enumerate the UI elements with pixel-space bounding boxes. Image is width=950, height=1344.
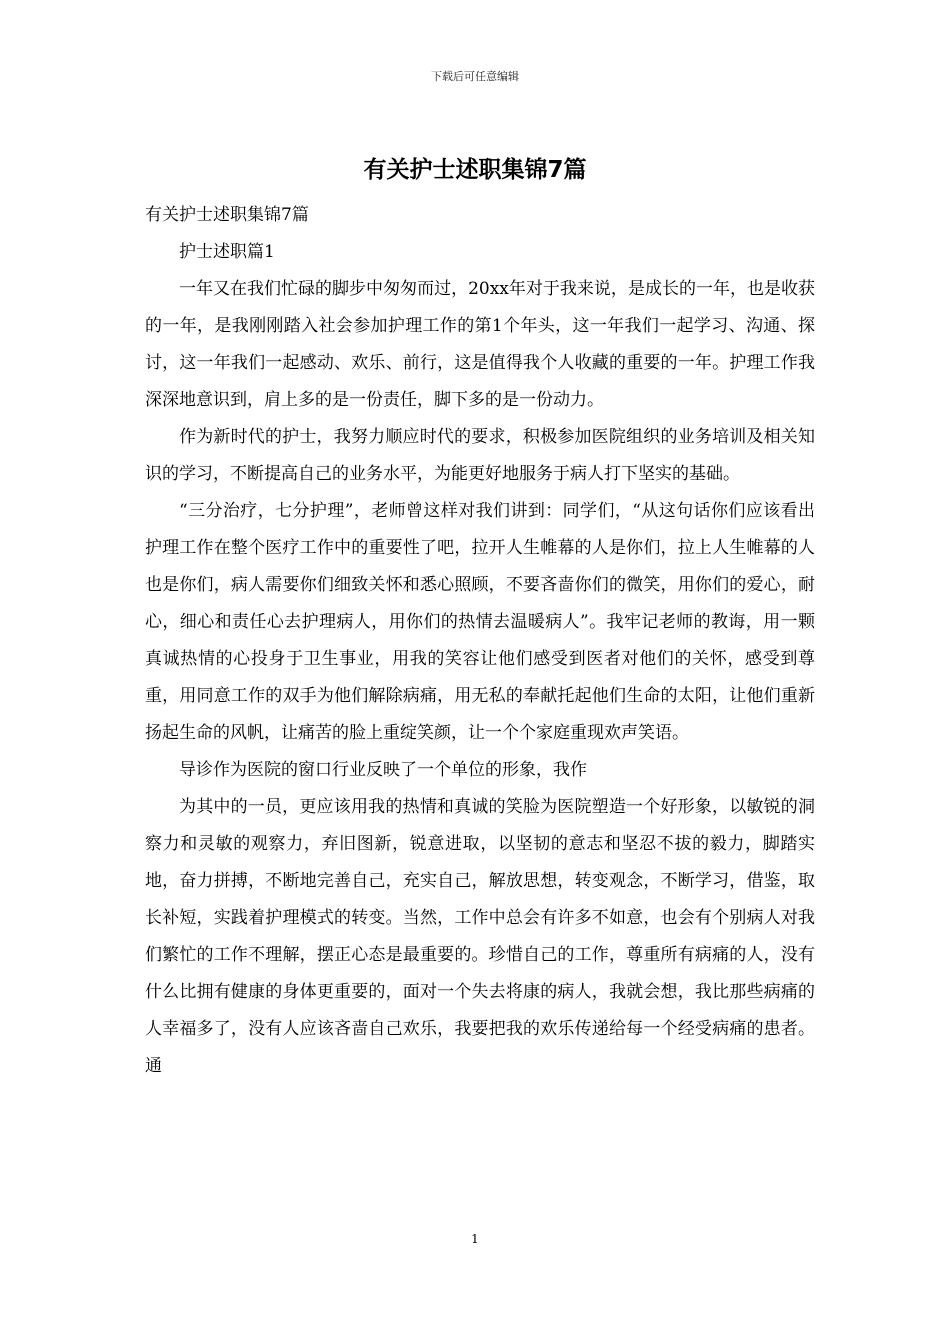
- section-heading: 护士述职篇1: [179, 242, 275, 262]
- paragraph: “三分治疗，七分护理”，老师曾这样对我们讲到：同学们，“从这句话你们应该看出护理工作在整个医疗工作中的重要性了吧，拉开人生帷幕的人是你们，拉上人生帷幕的人也是你们，病人需要你们细致关怀和悉心照顾，不要吝啬你们的微笑，用你们的爱心，耐心，细心和责任心去护理病人，用你们的热情去温暖病人”。我牢记老师的教诲，用一颗真诚热情的心投身于卫生事业，用我的笑容让他们感受到医者对他们的关怀，感受到尊重，用同意工作的双手为他们解除病痛，用无私的奉献托起他们生命的太阳，让他们重新扬起生命的风帆，让痛苦的脸上重绽笑颜，让一个个家庭重现欢声笑语。: [145, 501, 815, 743]
- paragraph: 导诊作为医院的窗口行业反映了一个单位的形象，我作: [179, 760, 587, 780]
- document-body: [145, 197, 815, 1085]
- document-subtitle: 有关护士述职集锦7篇: [145, 205, 309, 225]
- paragraph: 一年又在我们忙碌的脚步中匆匆而过，20xx年对于我来说，是成长的一年，也是收获的一年，是我刚刚踏入社会参加护理工作的第1个年头，这一年我们一起学习、沟通、探讨，这一年我们一起感动、欢乐、前行，这是值得我个人收藏的重要的一年。护理工作我深深地意识到，肩上多的是一份责任，脚下多的是一份动力。: [145, 279, 815, 410]
- paragraph: 为其中的一员，更应该用我的热情和真诚的笑脸为医院塑造一个好形象，以敏锐的洞察力和灵敏的观察力，弃旧图新，锐意进取，以坚韧的意志和坚忍不拔的毅力，脚踏实地，奋力拼搏，不断地完善自己，充实自己，解放思想，转变观念，不断学习，借鉴，取长补短，实践着护理模式的转变。当然，工作中总会有许多不如意，也会有个别病人对我们繁忙的工作不理解，摆正心态是最重要的。珍惜自己的工作，尊重所有病痛的人，没有什么比拥有健康的身体更重要的，面对一个失去将康的病人，我就会想，我比那些病痛的人幸福多了，没有人应该吝啬自己欢乐，我要把我的欢乐传递给每一个经受病痛的患者。通: [145, 797, 815, 1076]
- document-title: 有关护士述职集锦7篇: [363, 157, 587, 183]
- page-header-note: 下载后可任意编辑: [431, 70, 519, 83]
- paragraph: 作为新时代的护士，我努力顺应时代的要求，积极参加医院组织的业务培训及相关知识的学习，不断提高自己的业务水平，为能更好地服务于病人打下坚实的基础。: [145, 427, 815, 484]
- page-number: 1: [471, 1232, 479, 1246]
